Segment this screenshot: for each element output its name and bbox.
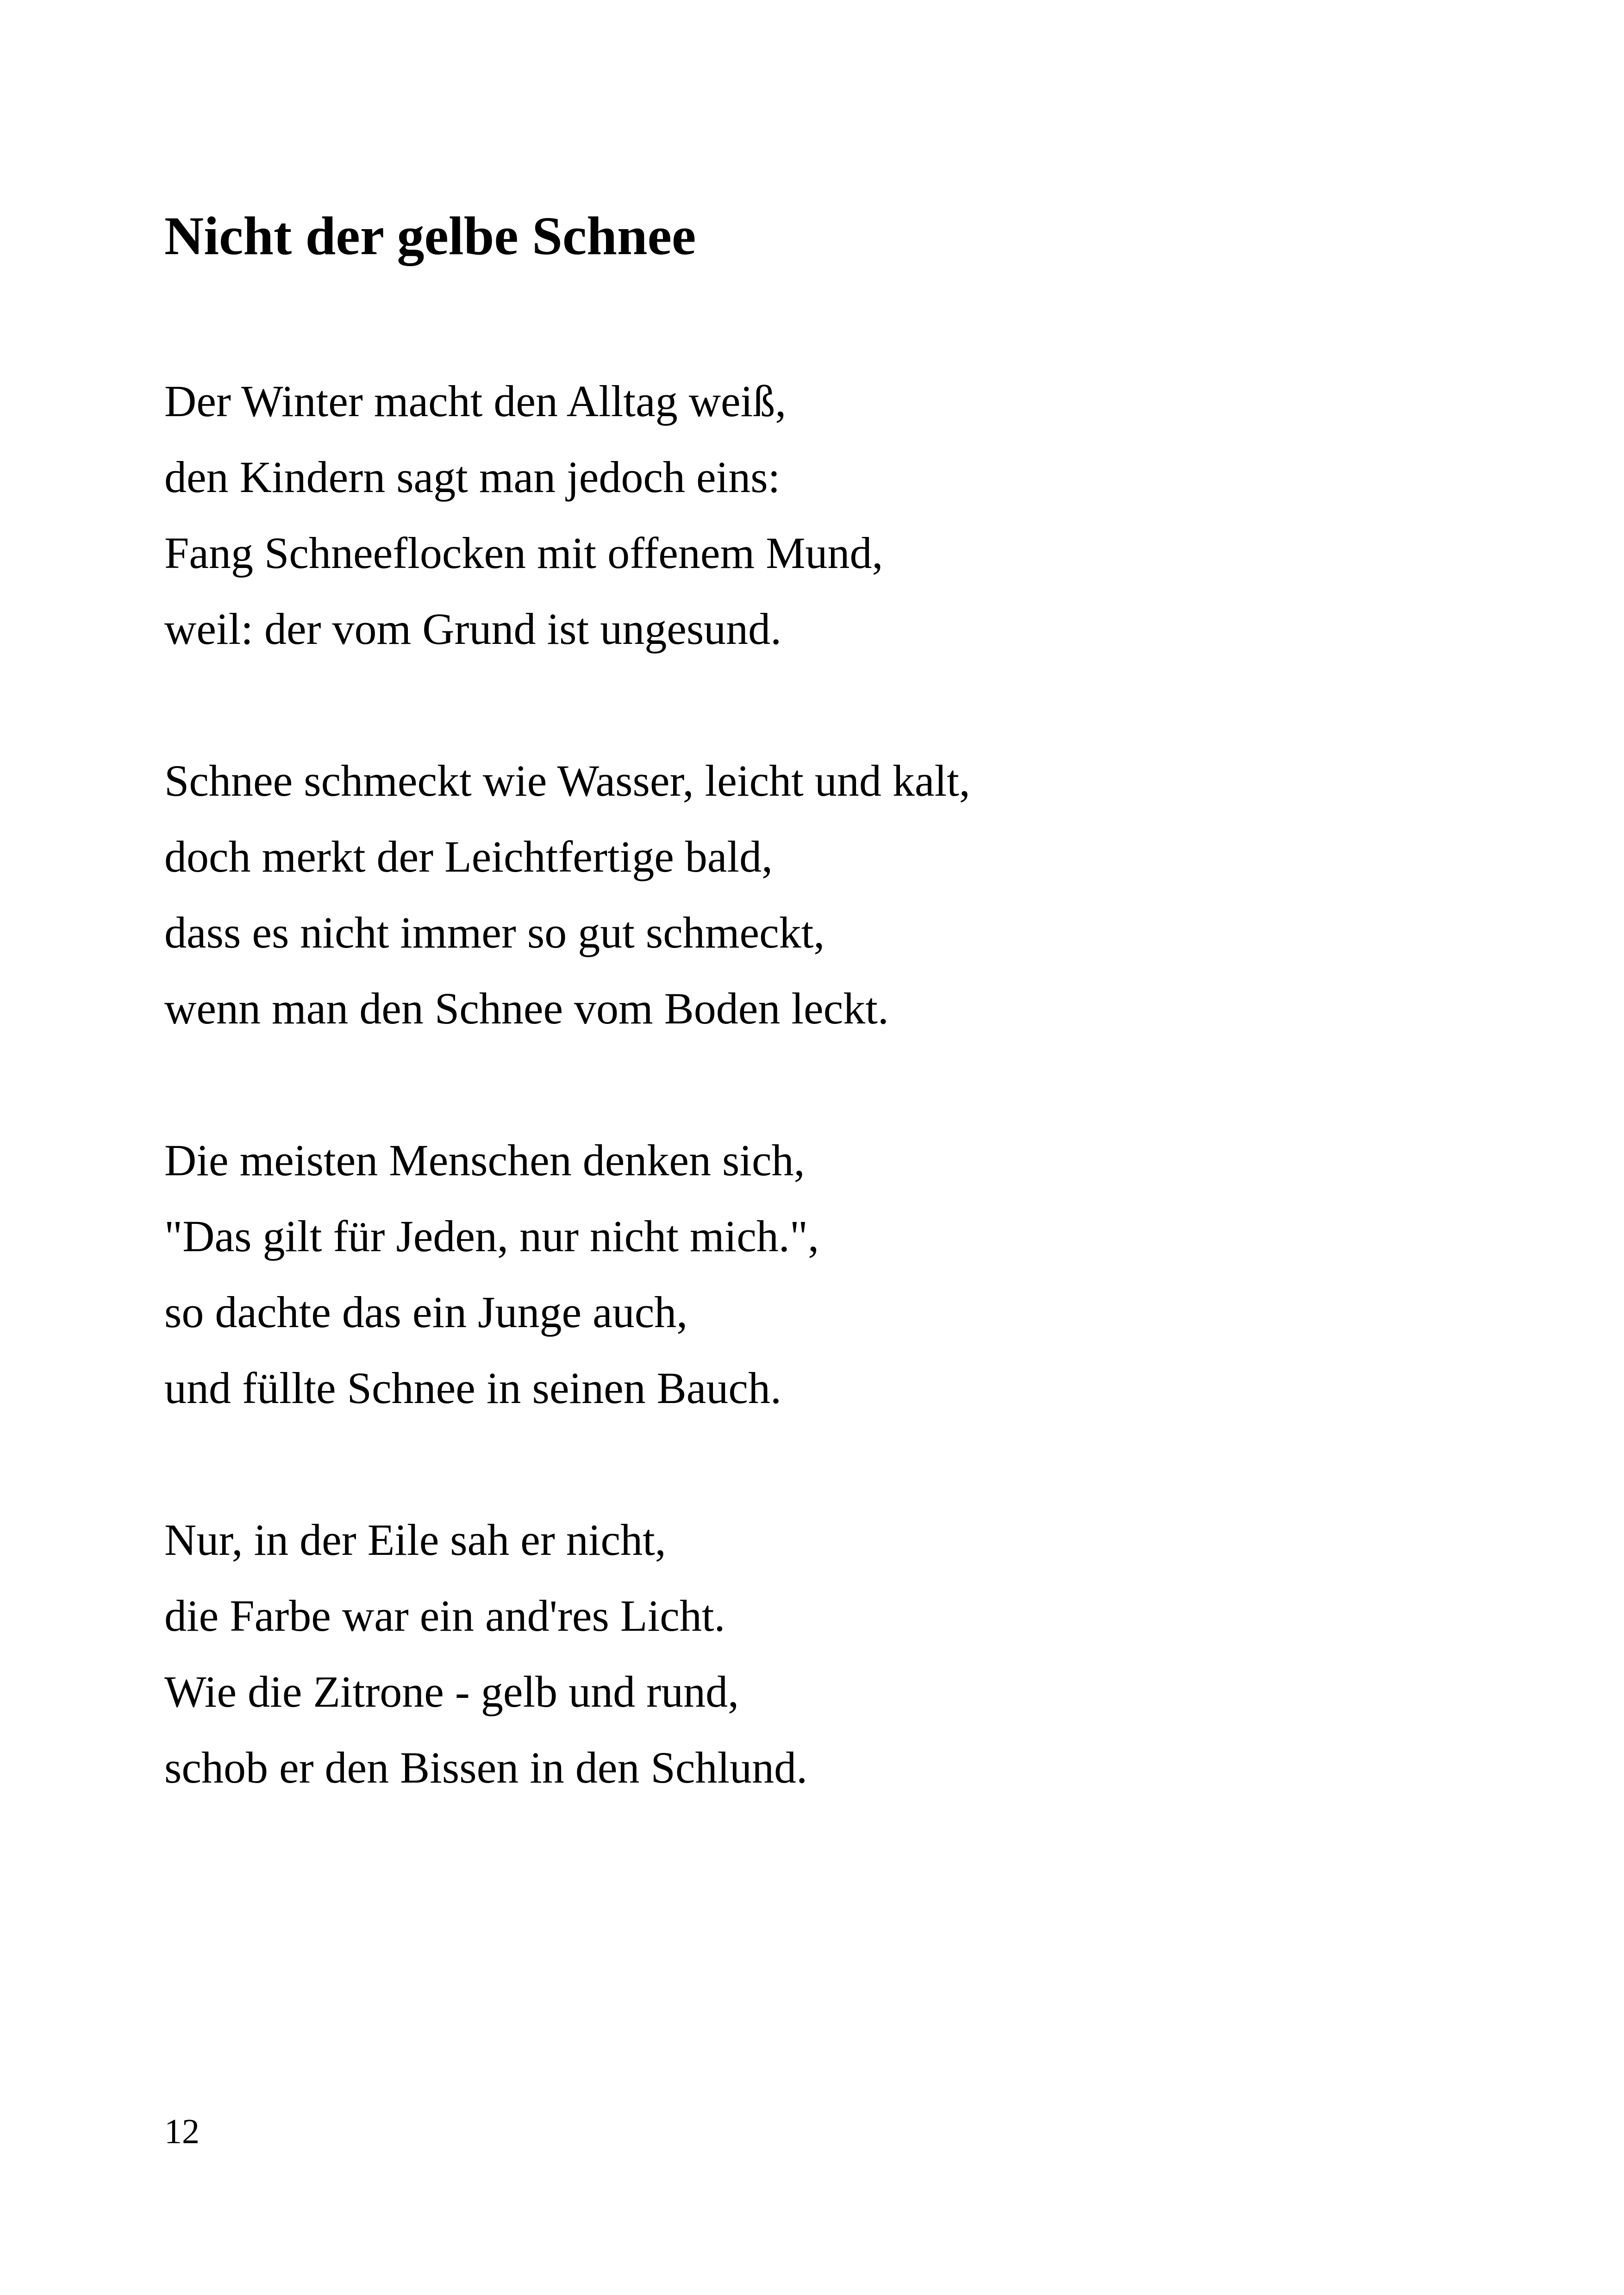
verse-line: den Kindern sagt man jedoch eins: [164, 452, 781, 502]
verse-line: wenn man den Schnee vom Boden leckt. [164, 984, 889, 1033]
poem-title: Nicht der gelbe Schnee [164, 206, 696, 266]
verse-line: die Farbe war ein and'res Licht. [164, 1591, 725, 1640]
verse-line: so dachte das ein Junge auch, [164, 1287, 688, 1337]
verse-line: Die meisten Menschen denken sich, [164, 1135, 805, 1185]
verse-line: Der Winter macht den Alltag weiß, [164, 376, 787, 426]
verse-line: Schnee schmeckt wie Wasser, leicht und kalt, [164, 756, 970, 805]
verse-line: und füllte Schnee in seinen Bauch. [164, 1363, 781, 1413]
stanza-1 [164, 363, 883, 667]
verse-line: schob er den Bissen in den Schlund. [164, 1743, 808, 1792]
verse-line: Fang Schneeflocken mit offenem Mund, [164, 528, 883, 578]
verse-line: "Das gilt für Jeden, nur nicht mich.", [164, 1211, 819, 1261]
verse-line: weil: der vom Grund ist ungesund. [164, 604, 782, 654]
stanza-4 [164, 1502, 807, 1806]
verse-line: dass es nicht immer so gut schmeckt, [164, 908, 825, 957]
verse-line: Wie die Zitrone - gelb und rund, [164, 1667, 739, 1716]
stanza-2 [164, 743, 970, 1047]
stanza-3 [164, 1123, 819, 1426]
verse-line: Nur, in der Eile sah er nicht, [164, 1515, 666, 1565]
page-number: 12 [164, 2112, 200, 2151]
verse-line: doch merkt der Leichtfertige bald, [164, 832, 773, 881]
